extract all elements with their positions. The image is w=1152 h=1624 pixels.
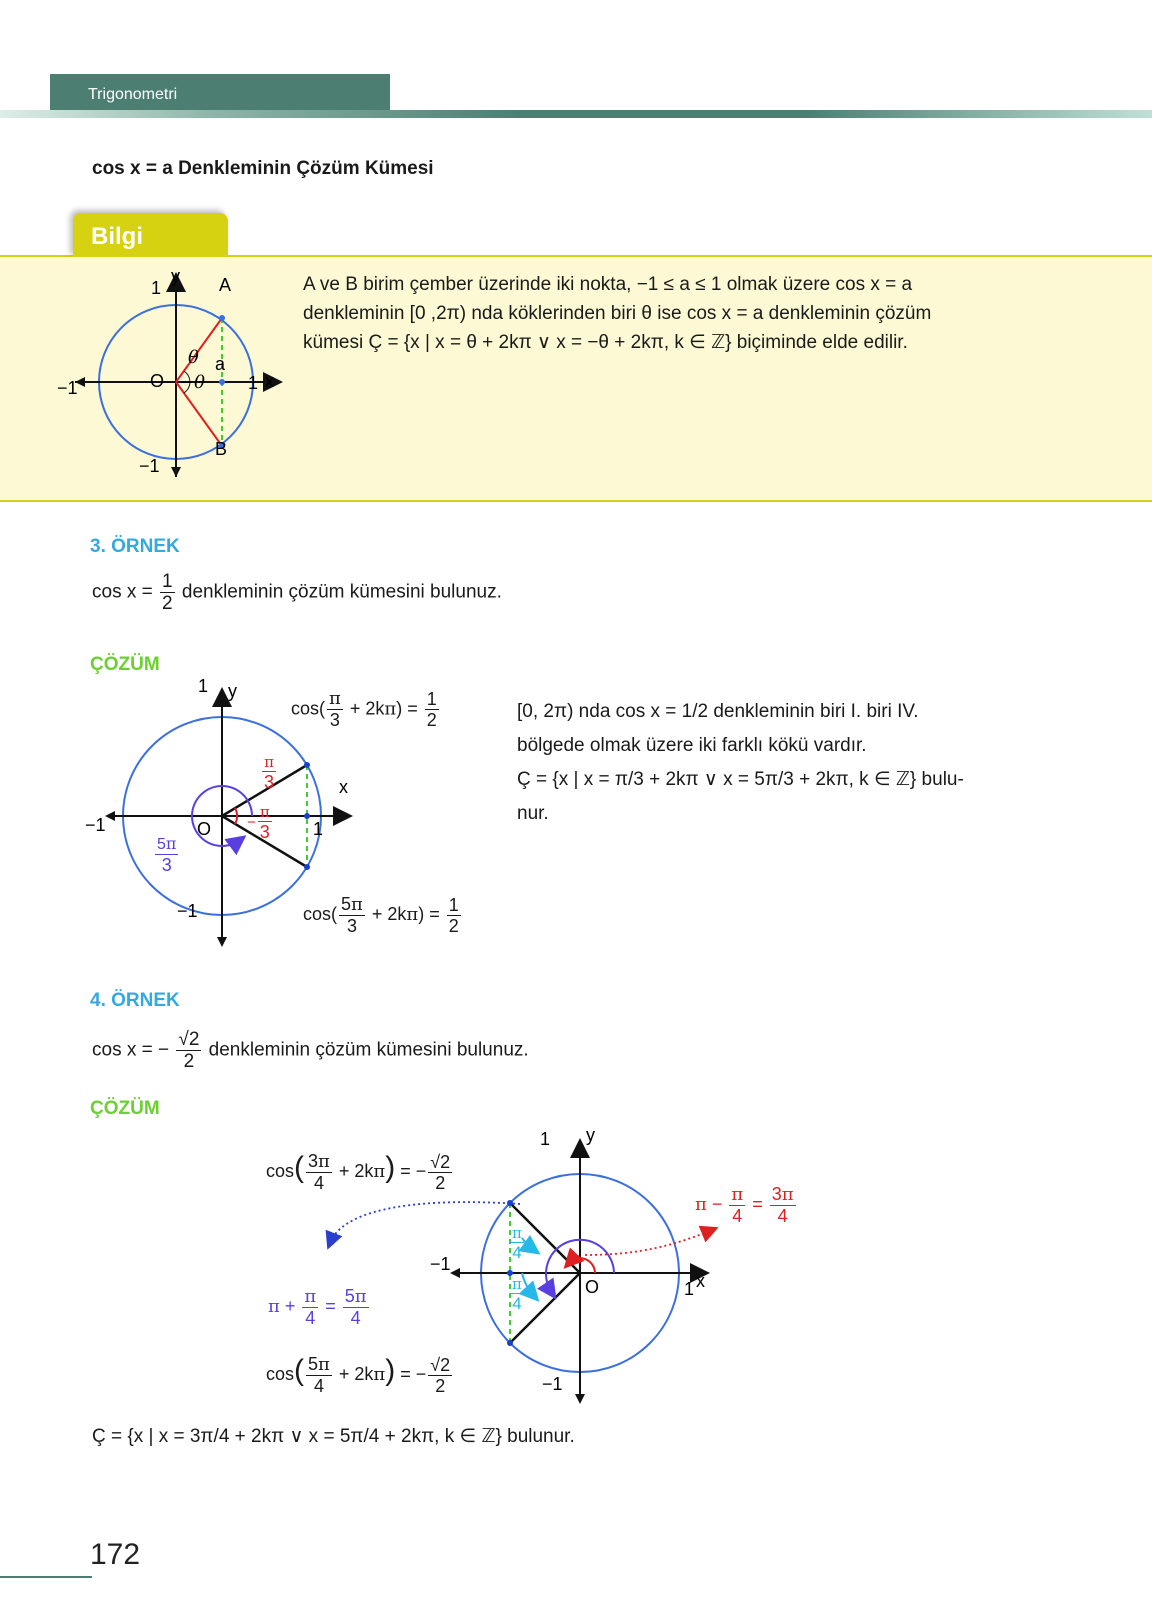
label-x: x [696, 1271, 705, 1291]
label-origin: O [197, 819, 212, 839]
angle-bottom-label: − $\frac{\pi}{3}$ [247, 803, 270, 842]
y-axis-down-arrow [217, 937, 227, 947]
example-3-rest: denkleminin çözüm kümesini bulunuz. [181, 581, 502, 603]
example-4-result: Ç = {x | x = 3π/4 + 2kπ ∨ x = 5π/4 + 2kπ, k ∈ ℤ} bulunur. [92, 1426, 575, 1447]
point-a-dot [219, 315, 225, 321]
angle-q4-label-top: $\frac{\pi}{4}$ [512, 1224, 522, 1262]
angle-top-label: $\frac{\pi}{3}$ [264, 753, 275, 792]
bilgi-unit-circle-figure [55, 266, 295, 494]
section-title: cos x = a Denkleminin Çözüm Kümesi [92, 158, 434, 179]
example-3-question [92, 572, 502, 613]
header-rule [0, 110, 1152, 118]
example-3-solution-text [517, 695, 1037, 831]
angle-bottom-arc [235, 816, 237, 824]
example-4-eq-bottom: cos( $\frac{5\pi}{4}$ + 2kπ) = − $\frac{√2}{2}$ [266, 1353, 451, 1396]
angle-big-label: $\frac{5\pi}{3}$ [157, 834, 177, 875]
example-3-eq-top: cos( $\frac{\pi}{3}$ + 2kπ) = $\frac{1}{2}$ [291, 688, 437, 730]
label-one-right: 1 [313, 819, 324, 839]
label-origin: O [150, 371, 165, 391]
label-minus-one-bottom: −1 [542, 1374, 563, 1394]
bilgi-line-3: kümesi Ç = {x | x = θ + 2kπ ∨ x = −θ + 2kπ, k ∈ ℤ} biçiminde elde edilir. [303, 332, 908, 353]
bilgi-paragraph [303, 270, 1043, 357]
example-3-lhs: cos x = [92, 581, 153, 603]
page-number: 172 [90, 1538, 141, 1571]
fraction-numerator: √2 [178, 1029, 200, 1050]
label-a: a [215, 354, 226, 374]
chapter-tab [50, 74, 390, 112]
y-axis-down-arrow [171, 467, 181, 477]
x-axis-left-arrow [105, 811, 115, 821]
label-one-right: 1 [684, 1279, 695, 1299]
label-minus-one-left: −1 [430, 1254, 451, 1274]
example-4-heading: 4. ÖRNEK [90, 990, 180, 1011]
a-dot [219, 379, 225, 385]
example-3-heading: 3. ÖRNEK [90, 536, 180, 557]
example-4-eq-top: cos( $\frac{3\pi}{4}$ + 2kπ) = − $\frac{√2}{2}$ [266, 1150, 451, 1193]
footer-rule [0, 1576, 92, 1578]
label-x: x [339, 777, 348, 797]
example-3-eq-bottom: cos( $\frac{5\pi}{3}$ + 2kπ) = $\frac{1}{2}$ [303, 894, 459, 936]
solution-line-1: [0, 2π) nda cos x = 1/2 denkleminin biri I. biri IV. [517, 701, 919, 722]
label-theta: θ [188, 347, 199, 368]
label-minus-one-left: −1 [85, 815, 106, 835]
bilgi-label: Bilgi [91, 223, 143, 250]
label-origin: O [585, 1277, 600, 1297]
example-4-fraction [176, 1030, 201, 1071]
example-4-blue-eq: π + $\frac{\pi}{4}$ = $\frac{5\pi}{4}$ [268, 1285, 367, 1328]
solution-line-2: bölgede olmak üzere iki farklı kökü vardır. [517, 735, 867, 756]
bilgi-line-2: denkleminin [0 ,2π) nda köklerinden biri θ ise cos x = a denkleminin çözüm [303, 303, 932, 324]
angle-top-arc [235, 808, 237, 816]
label-minus-one-bottom: −1 [177, 901, 198, 921]
label-one-top: 1 [540, 1129, 551, 1149]
label-y: y [228, 681, 237, 701]
fraction-denominator: 2 [162, 593, 173, 614]
example-4-question [92, 1030, 529, 1071]
point-q3-dot [507, 1340, 513, 1346]
solution-line-3: Ç = {x | x = π/3 + 2kπ ∨ x = 5π/3 + 2kπ, k ∈ ℤ} bulu- [517, 769, 964, 790]
label-point-b: B [215, 439, 228, 459]
label-one-top: 1 [151, 278, 162, 298]
angle-q4-label-bottom: $\frac{\pi}{4}$ [512, 1275, 522, 1313]
example-4-rest: denkleminin çözüm kümesini bulunuz. [208, 1039, 529, 1061]
label-minus-one-left: −1 [57, 378, 78, 398]
label-minus-theta: −θ [179, 372, 205, 393]
label-one-right: 1 [248, 373, 259, 393]
example-4-lhs: cos x = − [92, 1039, 170, 1061]
bilgi-line-1: A ve B birim çember üzerinde iki nokta, −1 ≤ a ≤ 1 olmak üzere cos x = a [303, 274, 913, 295]
label-point-a: A [219, 275, 232, 295]
label-x: x [265, 371, 274, 391]
blue-dotted-arrow [330, 1202, 520, 1243]
point-q4-dot [304, 864, 310, 870]
fraction-numerator: 1 [162, 571, 173, 592]
y-axis-down-arrow [575, 1394, 585, 1404]
solution-line-4: nur. [517, 803, 549, 824]
point-q1-dot [304, 762, 310, 768]
example-3-cozum-heading: ÇÖZÜM [90, 654, 160, 675]
label-y: y [586, 1125, 595, 1145]
example-4-cozum-heading: ÇÖZÜM [90, 1098, 160, 1119]
example-3-fraction [160, 572, 175, 613]
label-y: y [171, 266, 180, 286]
half-dot [304, 813, 310, 819]
label-one-top: 1 [198, 676, 209, 696]
fraction-denominator: 2 [183, 1051, 195, 1072]
chapter-title: Trigonometri [88, 86, 178, 103]
bilgi-tab [73, 213, 228, 257]
label-minus-one-bottom: −1 [139, 456, 160, 476]
example-4-red-eq: π − $\frac{\pi}{4}$ = $\frac{3\pi}{4}$ [695, 1183, 794, 1226]
red-dotted-arrow [585, 1230, 712, 1255]
